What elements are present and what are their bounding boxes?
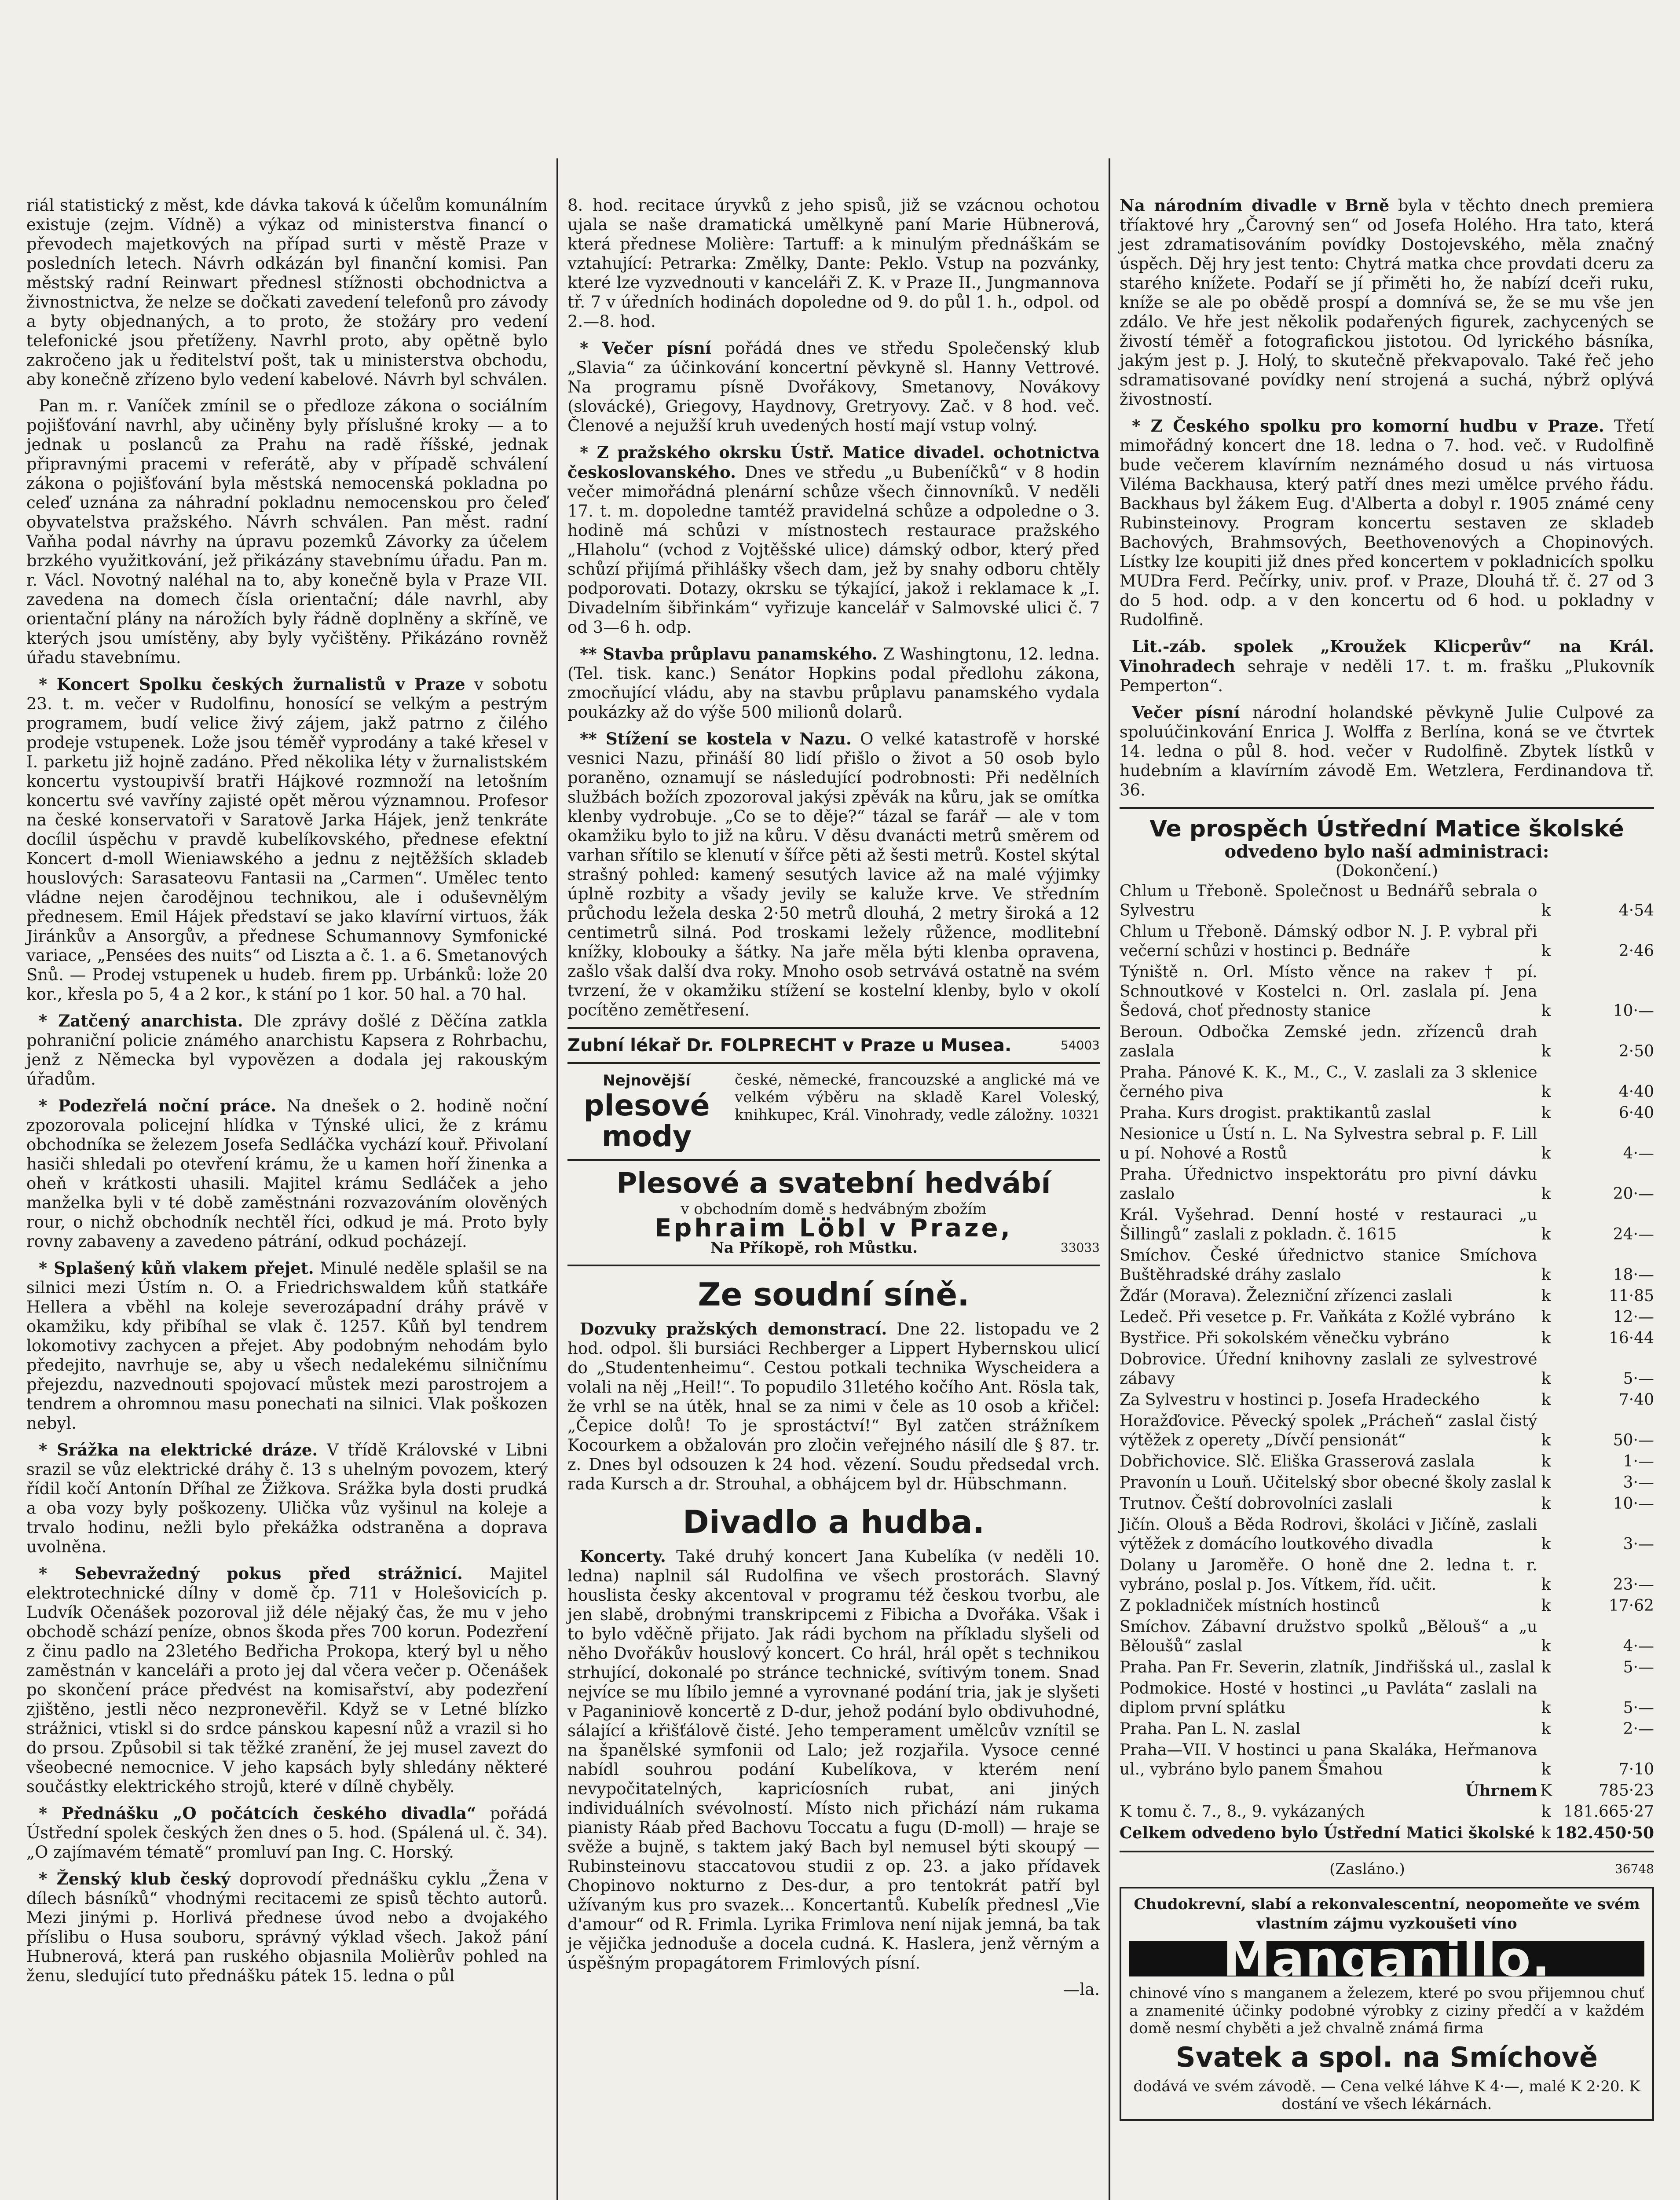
article-text: byla v těchto dnech premiera tříaktové hry „Čarovný sen“ od Josefa Holého. Hra tato, která jest zdramatisováním povídky Dostojevského, měla značný úspěch. Děj hry jest tento: Chytrá matka chce provdati dceru za starého knížete. Podaří se jí přiměti ho, že nabízí dceři ruku, kníže se ale po obědě prospí a domnívá se, že se mu vše jen zdálo. Ve hře jest několik podařených figurek, zachycených se živostí téměř a fotografickou jistotou. Od lyrického básníka, jakým jest p. J. Holý, to skutečně překvapovalo. Také řeč jeho sdramatisované povídky není strojená a suchá, nýbrž oplývá živostností. <box>1120 196 1654 409</box>
left-column <box>26 196 548 1993</box>
ad-lead: Nejnovější <box>603 1072 691 1089</box>
donation-amount: 5·— <box>1623 1370 1654 1388</box>
article-heading: * Přednášku „O počátcích českého divadla“ <box>39 1804 476 1823</box>
donation-amount: 2·— <box>1623 1720 1654 1738</box>
donation-text: Praha. Kurs drogist. praktikantů zaslal <box>1120 1104 1431 1122</box>
donation-row <box>1120 1657 1654 1678</box>
donation-amount: 7·40 <box>1618 1391 1654 1409</box>
currency-mark: k <box>1541 1597 1551 1615</box>
article-heading: * Srážka na elektrické dráze. <box>39 1440 318 1459</box>
donation-text: Za Sylvestru v hostinci p. Josefa Hradeckého <box>1120 1391 1480 1409</box>
donation-row <box>1120 1205 1654 1245</box>
currency-mark: k <box>1541 1002 1551 1020</box>
previous-label: K tomu č. 7., 8., 9. vykázaných <box>1120 1803 1365 1821</box>
donation-text: Dolany u Jaroměře. O honě dne 2. ledna t. r. vybráno, poslal p. Jos. Vítkem, říd. učit. <box>1120 1556 1537 1594</box>
donation-row <box>1120 1062 1654 1103</box>
total-amount: 785·23 <box>1599 1782 1654 1800</box>
donation-row <box>1120 1307 1654 1328</box>
currency-mark: k <box>1541 1083 1551 1101</box>
donation-row <box>1120 1328 1654 1349</box>
donation-amount: 4·54 <box>1618 902 1654 920</box>
ad-intro: Chudokrevní, slabí a rekonvalescentní, neopomeňte ve svém vlastním zájmu vyzkoušeti víno <box>1134 1896 1640 1932</box>
currency-mark: k <box>1541 902 1551 920</box>
currency-mark: k <box>1541 1370 1551 1388</box>
donation-text: Dobrovice. Úřední knihovny zaslali ze sylvestrové zábavy <box>1120 1350 1537 1388</box>
donation-row <box>1120 1286 1654 1307</box>
article-text: Na dnešek o 2. hodině noční zpozorovala policejní hlídka v Týnské ulici, že z krámu obchodníka se železem Josefa Sedláčka vychází kouř. Přivolaní hasiči shledali po otevření krámu, že u kamen hoří žinenka a oheň v krátkosti uhasili. Majitel krámu Sedláček a jeho manželka byli v té době zaměstnáni rozvazováním olověných rour, o nichž obchodník nechtěl říci, odkud je má. Proto byly rovny zabaveny a zavedeno pátrání, odkud pocházejí. <box>26 1096 548 1251</box>
court-section-title: Ze soudní síně. <box>698 1276 970 1313</box>
article-heading: * Splašený kůň vlakem přejet. <box>39 1258 314 1278</box>
ad-text: chinové víno s manganem a železem, které po svou přijemnou chuť a znamenité účinky podobné výrobky z ciziny předčí a v každém domě nesmí chyběti a jež chvalně známá firma <box>1129 1984 1644 2037</box>
currency-mark: k <box>1541 1266 1551 1284</box>
column-rule <box>556 158 558 2200</box>
ball-fashion-ad <box>567 1071 1100 1152</box>
donation-row <box>1120 1595 1654 1617</box>
article-signature: —la. <box>1063 1980 1100 1999</box>
dentist-ad <box>567 1036 1100 1055</box>
total-label: Úhrnem <box>1465 1782 1537 1800</box>
donation-text: Praha. Pan L. N. zaslal <box>1120 1720 1301 1738</box>
donation-text: Jičín. Olouš a Běda Rodrovi, školáci v Jičíně, zaslali výtěžek z domácího loutkového divadla <box>1120 1516 1537 1553</box>
donation-amount: 5·— <box>1623 1658 1654 1676</box>
ad-code: 10321 <box>1060 1107 1100 1122</box>
article-text: Dle zprávy došlé z Děčína zatkla pohraniční policie známého anarchistu Kapsera z Rohrbachu, jenž z Německa byl vypovězen a dodala jej rakouským úřadům. <box>26 1012 548 1089</box>
donation-row <box>1120 1022 1654 1062</box>
donations-subtitle: odvedeno bylo naší administraci: <box>1224 841 1549 862</box>
donations-grand-row: Celkem odvedeno bylo Ústřední Matici školské k 182.450·50 <box>1120 1822 1654 1844</box>
article-paragraph: riál statistický z měst, kde dávka taková k účelům komunálním existuje (zejm. Vídně) a výkaz od ministerstva financí o převodech majetkových na případ surti v městě Praze v posledních letech. Návrh odkázán byl finanční komisi. Pan městský radní Reinwart přednesl stížnosti obchodnictva a živnostnictva, že nelze se dočkati zavedení telefonů pro závody a byty objednaných, a to proto, že stožáry pro vedení telefonické jsou přetíženy. Navrhl proto, aby opětně bylo zakročeno jak u ředitelství pošt, tak u ministerstva obchodu, aby konečně zřízeno bylo vedení kabelové. Návrh byl schválen. <box>26 196 548 389</box>
article-heading: * Z pražského okrsku Ústř. Matice divadel. ochotnictva českoslovanského. <box>567 443 1100 482</box>
article-heading: ** Stavba průplavu panamského. <box>580 644 878 664</box>
donation-amount: 4·40 <box>1618 1083 1654 1101</box>
donation-amount: 6·40 <box>1618 1104 1654 1122</box>
grand-label: Celkem odvedeno bylo Ústřední Matici školské <box>1120 1824 1535 1842</box>
donation-text: Pravonín u Louň. Učitelský sbor obecné školy zaslal <box>1120 1474 1537 1492</box>
donation-amount: 1·— <box>1623 1452 1654 1470</box>
currency-mark: k <box>1541 1431 1551 1449</box>
donation-row <box>1120 1103 1654 1124</box>
donation-amount: 17·62 <box>1608 1597 1654 1615</box>
article-text: Z Washingtonu, 12. ledna. (Tel. tisk. kanc.) Senátor Hopkins podal předlohu zákona, zmocňující vládu, aby na stavbu průplavu panamského vydala poukázky až do výše 500 milionů dolarů. <box>567 645 1100 722</box>
donation-text: Praha. Úřednictvo inspektorátu pro pivní dávku zaslalo <box>1120 1166 1537 1203</box>
article-text: pořádá dnes ve středu Společenský klub „Slavia“ za účinkování koncertní pěvkyně sl. Hanny Vettrové. Na programu písně Dvořákovy, Smetanovy, Novákovy (slovácké), Griegovy, Haydnovy, Gretryovy. Zač. v 8 hod. več. Členové a nejužší kruh uvedených hostí mají vstup volný. <box>567 339 1100 435</box>
donations-total-row: Úhrnem K 785·23 <box>1120 1780 1654 1801</box>
article-heading: * Sebevražedný pokus před strážnicí. <box>39 1564 463 1583</box>
article-text: Dnes ve středu „u Bubeníčků“ v 8 hodin večer mimořádná plenární schůze všech činnovníků. V neděli 17. t. m. dopoledne tamtéž pravidelná schůze a odpoledne o 3. hodině má schůzi v místnostech restaurace pražského „Hlaholu“ (vchod z Vojtěšské ulice) dámský odbor, který před schůzí přijímá přihlášky všech dam, jež by snahy odboru chtěly podporovati. Dotazy, okrsku se týkající, jakož i reklamace k „I. Divadelním šibřinkám“ vyřizuje kancelář v Salmovské ulici č. 7 od 3—6 h. odp. <box>567 463 1100 637</box>
donation-row <box>1120 1740 1654 1780</box>
currency-mark: k <box>1541 1658 1551 1676</box>
article-heading: Dozvuky pražských demonstrací. <box>580 1319 887 1338</box>
silk-ad-firm: Ephraim Löbl v Praze, <box>655 1214 1013 1243</box>
donation-row <box>1120 1451 1654 1472</box>
article-heading: * Večer písní <box>580 338 711 358</box>
donation-row <box>1120 1349 1654 1390</box>
article-text: Také druhý koncert Jana Kubelíka (v neděli 10. ledna) naplnil sál Rudolfina ve všech prostorách. Slavný houslista česky akcentoval v programu též českou tvorbu, ale jen slabě, drobnými transkripcemi z Fibicha a Dvořáka. Však i to bylo vděčně přijato. Jak rádi bychom na příkladu slyšeli od něho Dvořákův houslový koncert. Co hrál, hrál opět s technikou strhující, dokonalé po stránce technické, svítivým tonem. Snad nejvíce se mu líbilo jemné a vyrovnané podání tria, jak je slyšeti v Paganiniově koncertě z D-dur, jehož podání bylo obdivuhodné, sálající a křišťálově čisté. Jeho temperament umělcův vznítil se na španělské symfonii od Lalo; jež rozjařila. Vysoce cenné nabídl souhrou podání Kubelíkova, v kterém není nevypočitatelných, kapricíosních rubat, ani jiných individuálních svévolností. Místo nich přichází nám rukama pianisty Ráab před Bachovu Toccatu a fugu (D-moll) — hraje se svěže a bujně, s taktem jaký Bach byl nemusel býti skoupý — Rubinsteinovu staccatovou studii z op. 23. a jako přídavek Chopinovo nokturno z Des-dur, a pro tentokrát patří byl užívaným kus pro svazek... Koncertantů. Kubelík přednesl „Vie d'amour“ od R. Frimla. Lyrika Frimlova není nijak jemná, ba tak je vějička jednoduše a docela cudná. K. Haslera, jenž věrným a úspěšným propagátorem Frimlových písní. <box>567 1547 1100 1973</box>
article-heading: Lit.-záb. spolek „Kroužek Klicperův“ na Král. Vinohradech <box>1120 637 1654 676</box>
donation-row <box>1120 1555 1654 1595</box>
currency-mark: k <box>1541 1104 1551 1122</box>
currency-mark: k <box>1541 1576 1551 1594</box>
donation-row <box>1120 1164 1654 1205</box>
donation-amount: 7·10 <box>1618 1760 1654 1778</box>
donation-amount: 24·— <box>1613 1225 1654 1243</box>
currency-mark: k <box>1541 1535 1551 1553</box>
article-text: Majitel elektrotechnické dílny v domě čp. 711 v Holešovicích p. Ludvík Očenášek pozoroval již déle nějaký čas, že mu v jeho obchodě schází peníze, obnos škoda přes 700 korun. Podezření z činu padlo na 23letého Bedřicha Prokopa, který byl u něho zaměstnán v kanceláři a proto jej dal včera večer p. Očenášek po skončení práce předvést na komisařství, aby podezření zjištěno, jestli něco nezpronevěřil. Když se v Letné blízko strážnici, vtiskl si do srdce pánskou kapesní nůž a vrazil si ho do prsou. Způsobil si tak těžké zranění, že jej musel zavezt do všeobecné nemocnice. V jeho kapsách byly shledány některé součástky elektrického strojů, které v dílně chyběly. <box>26 1564 548 1796</box>
donation-amount: 5·— <box>1623 1699 1654 1717</box>
article-text: pořádá Ústřední spolek českých žen dnes o 5. hod. (Spálená ul. č. 34). „O zajímavém tématě“ promluví pan Ing. C. Horský. <box>26 1804 548 1862</box>
donation-row <box>1120 1493 1654 1514</box>
currency-mark: k <box>1541 1637 1551 1655</box>
article-text: O velké katastrofě v horské vesnici Nazu, přináší 80 lidí přišlo o život a 50 osob bylo poraněno, oznamují se následující podrobnosti: Při nedělních službách božích zpozoroval jakýsi zpěvák na kůru, jak se omítka klenby vydrobuje. „Co se to děje?“ tázal se farář — ale v tom okamžiku bylo to již na kůru. V děsu dvanácti metrů směrem od varhan sřítilo se klenutí v šířce pěti až šesti metrů. Kostel skýtal strašný pohled: kamený sesutých lavice až na malé výjimky úplně rozbity a všady jevily se kaluže krve. Ve středním průchodu ležela deska 2·50 metrů dlouhá, 2 metry široká a 12 centimetrů silná. Pod troskami ležely růžence, modlitební knížky, klobouky a šátky. Na jaře měla býti klenba opravena, zašlo však další dva roky. Mnoho osob setrvává ostatně na svém tvrzení, že v okamžiku stížení se kostelní klenby, bylo v okolí pocítěno zemětřesení. <box>567 730 1100 1019</box>
donation-amount: 11·85 <box>1608 1287 1654 1305</box>
article-heading: * Z Českého spolku pro komorní hudbu v Praze. <box>1132 416 1604 436</box>
ad-brand: Manganillo. <box>1129 1941 1644 1976</box>
donation-row <box>1120 1390 1654 1411</box>
article-heading: * Podezřelá noční práce. <box>39 1096 277 1115</box>
donation-amount: 20·— <box>1613 1185 1654 1203</box>
donation-row <box>1120 881 1654 921</box>
middle-column <box>567 196 1100 1999</box>
donation-text: Žďár (Morava). Železniční zřízenci zaslali <box>1120 1287 1453 1305</box>
donation-text: Král. Vyšehrad. Denní hosté v restauraci „u Šillingů“ zaslali z pokladn. č. 1615 <box>1120 1206 1537 1243</box>
ad-firm: Svatek a spol. na Smíchově <box>1175 2041 1598 2073</box>
donations-table <box>1120 881 1654 1844</box>
donation-amount: 4·— <box>1623 1637 1654 1655</box>
donation-text: Nesionice u Ústí n. L. Na Sylvestra sebral p. F. Lill u pí. Nohové a Rostů <box>1120 1125 1537 1162</box>
article-text: v sobotu 23. t. m. večer v Rudolfinu, honosící se velkým a pestrým programem, budí velice živý zájem, jakž patrno z čilého prodeje vstupenek. Lože jsou téměř vyprodány a také křesel v I. parketu již hojně zadáno. Před několika léty v žurnalistském koncertu vystoupivší bratři Hájkové rozmnoží na letošním koncertu své vavříny zajisté opět měrou významnou. Profesor na české konservatoři v Saratově Jarka Hájek, jenž tenkráte docílil úspěchu v pravdě kubelíkovského, přednese efektní Koncert d-moll Wieniawského a jednu z nejtěžších skladeb houslových: Sarasateovu Fantasii na „Carmen“. Umělec tento vládne nejen čarodějnou technikou, ale i oduševnělým přednesem. Emil Hájek představí se jako klavírní virtuos, žák Jiránkův a Ansorgův, a přednese Schumannovy Symfonické variace, „Pensées des nuits“ od Liszta a č. 1. a 6. Smetanových Snů. — Prodej vstupenek u hudeb. firem pp. Urbánků: lože 20 kor., křesla po 5, 4 a 2 kor., k stání po 1 kor. 50 hal. a 70 hal. <box>26 675 548 1004</box>
currency-mark: k <box>1541 1699 1551 1717</box>
donation-text: Podmokice. Hosté v hostinci „u Pavláta“ zaslali na diplom první splátku <box>1120 1679 1537 1717</box>
donation-row <box>1120 1617 1654 1657</box>
donation-text: Chlum u Třeboně. Společnost u Bednářů sebrala o Sylvestru <box>1120 882 1537 920</box>
donations-previous-row: K tomu č. 7., 8., 9. vykázaných k 181.665·27 <box>1120 1801 1654 1822</box>
donation-text: Z pokladniček místních hostinců <box>1120 1597 1380 1615</box>
donation-amount: 16·44 <box>1608 1329 1654 1347</box>
currency-mark: k <box>1541 1760 1551 1778</box>
article-text: národní holandské pěvkyně Julie Culpové za spoluúčinkování Enrica J. Wolffa z Berlína, koná se ve čtvrtek 14. ledna o půl 8. hod. večer v Rudolfině. Zbytek lístků v hudebním a klavírním závodě Em. Wetzlera, Ferdinandova tř. 36. <box>1120 703 1654 799</box>
divider <box>567 1265 1100 1266</box>
donation-row <box>1120 1472 1654 1493</box>
article-heading: * Zatčený anarchista. <box>39 1011 243 1030</box>
silk-ad-address: Na Příkopě, roh Můstku. <box>710 1239 918 1257</box>
donation-amount: 10·— <box>1613 1002 1654 1020</box>
article-text: sehraje v neděli 17. t. m. frašku „Plukovník Pemperton“. <box>1120 657 1654 695</box>
currency-mark: k <box>1541 1495 1551 1513</box>
ad-footer: dodává ve svém závodě. — Cena velké láhve K 4·—, malé K 2·20. K dostání ve všech lékárnách. <box>1133 2078 1640 2113</box>
currency-mark: k <box>1541 1185 1551 1203</box>
silk-ad-subtitle: v obchodním domě s hedvábným zbožím <box>681 1200 987 1218</box>
donation-text: Praha. Pánové K. K., M., C., V. zaslali za 3 sklenice černého piva <box>1120 1063 1537 1101</box>
donation-amount: 3·— <box>1623 1474 1654 1492</box>
previous-amount: 181.665·27 <box>1563 1803 1654 1821</box>
article-heading: Večer písní <box>1132 703 1240 722</box>
donation-row <box>1120 1124 1654 1164</box>
donation-amount: 18·— <box>1613 1266 1654 1284</box>
ad-text: české, německé, francouzské a anglické má ve velkém výběru na skladě Karel Voleský, knihkupec, Král. Vinohrady, vedle záložny. <box>735 1071 1100 1124</box>
currency-mark: k <box>1541 1287 1551 1305</box>
donation-text: Horažďovice. Pěvecký spolek „Prácheň“ zaslal čistý výtěžek z operety „Dívčí pensionát“ <box>1120 1412 1537 1449</box>
sent-in-label: (Zasláno.) <box>1329 1860 1405 1878</box>
donation-row <box>1120 1719 1654 1740</box>
donation-text: Ledeč. Při vesetce p. Fr. Vaňkáta z Kožlé vybráno <box>1120 1308 1515 1326</box>
donation-amount: 2·46 <box>1618 942 1654 960</box>
column-rule <box>1109 158 1110 2200</box>
donation-amount: 23·— <box>1613 1576 1654 1594</box>
donation-amount: 10·— <box>1613 1495 1654 1513</box>
article-paragraph: 8. hod. recitace úryvků z jeho spisů, již se vzácnou ochotou ujala se naše dramatická umělkyně paní Marie Hübnerová, která přednese Molière: Tartuff: a k minulým přednáškám se vztahující: Petrarka: Změlky, Dante: Peklo. Vstup na pozvánky, které lze vyzvednouti v kanceláři Z. K. v Praze II., Jungmannova tř. 7 v úředních hodinách dopoledne od 9. do půl 1. h., odpol. od 2.—8. hod. <box>567 196 1100 331</box>
donation-text: Trutnov. Čeští dobrovolníci zaslali <box>1120 1495 1393 1513</box>
divider <box>567 1062 1100 1064</box>
donation-row <box>1120 1411 1654 1451</box>
currency-mark: k <box>1541 1144 1551 1162</box>
currency-mark: k <box>1541 1225 1551 1243</box>
article-text: Dne 22. listopadu ve 2 hod. odpol. šli bursiáci Rechberger a Lippert Hybernskou ulicí do „Studentenheimu“. Cestou potkali technika Wyscheidera a volali na něj „Heil!“. To popudilo 31letého kočího Ant. Rösla tak, že vrhl se na útěk, hnal se za nimi v čele as 10 osob a křičel: „Čepice dolů! To je sprostáctví!“ Byl zatčen strážníkem Kocourkem a obžalován pro zločin veřejného násilí dle § 87. tr. z. Dnes byl odsouzen k 24 hod. vězení. Soudu předsedal vrch. rada Kursch a dr. Strouhal, a obhájcem byl dr. Hübschmann. <box>567 1320 1100 1493</box>
article-text: doprovodí přednášku cyklu „Žena v dílech básníků“ vhodnými recitacemi ze spisů těchto autorů. Mezi jinými p. Horlivá přednese úvod nebo a dvojakého příslibu o Husa souboru, správný výklad všech. Jakož pání Hubnerová, která pan ruského objasnila Molièrův pohled na ženu, sledující tuto přednášku pátek 15. ledna o půl <box>26 1870 548 1985</box>
dentist-ad-name: Zubní lékař Dr. FOLPRECHT v Praze u Musea. <box>567 1035 1012 1056</box>
currency-mark: k <box>1541 1474 1551 1492</box>
divider <box>1120 1851 1654 1852</box>
article-text: Minulé neděle splašil se na silnici mezi Ústím n. O. a Friedrichswaldem kůň statkáře Hellera a vběhl na koleje severozápadní dráhy právě v okamžiku, kdy přibíhal se vlak č. 1257. Kůň byl tendrem lokomotivy zachycen a přejet. Aby podobným nehodám bylo předejito, navrhuje se, aby u všech nedalekému silničnímu přejezdu, nazvednouti spojovací můstek mezi parostrojem a tendrem a ohromnou masu ponechati na silnici. Vlak poškozen nebyl. <box>26 1259 548 1433</box>
donation-row <box>1120 921 1654 962</box>
currency-mark: k <box>1541 1391 1551 1409</box>
donation-text: Praha—VII. V hostinci u pana Skaláka, Heřmanova ul., vybráno bylo panem Šmahou <box>1120 1741 1537 1778</box>
donations-continued: (Dokončení.) <box>1336 862 1438 880</box>
donation-amount: 2·50 <box>1618 1042 1654 1060</box>
ad-headline: plesové mody <box>583 1089 710 1152</box>
article-heading: ** Stížení se kostela v Nazu. <box>580 729 852 748</box>
currency-mark: k <box>1541 1329 1551 1347</box>
currency-mark: k <box>1541 942 1551 960</box>
article-text: Třetí mimořádný koncert dne 18. ledna o 7. hod. več. v Rudolfině bude večerem klavírním neznámého dosud u nás virtuosa Viléma Backhausa, který patří dnes mezi umělce prvého řádu. Backhaus byl žákem Eug. d'Alberta a dobyl r. 1905 známé ceny Rubinsteinovy. Program koncertu sestaven ze skladeb Bachových, Brahmsových, Beethovenových a Chopinových. Lístky lze koupiti již dnes před koncertem v pokladnicích spolku MUDra Ferd. Pečírky, univ. prof. v Praze, Dlouhá tř. č. 27 od 3 do 5 hod. odp. a v den koncertu od 6 hod. u pokladny v Rudolfině. <box>1120 417 1654 629</box>
donation-row <box>1120 1678 1654 1719</box>
grand-amount: 182.450·50 <box>1555 1824 1654 1842</box>
ad-code: 33033 <box>1060 1240 1100 1255</box>
donation-row <box>1120 1514 1654 1555</box>
donation-row <box>1120 962 1654 1022</box>
divider <box>567 1027 1100 1029</box>
ad-code: 54003 <box>1060 1038 1100 1052</box>
divider <box>1120 807 1654 809</box>
ad-code: 36748 <box>1614 1862 1654 1876</box>
article-text: V třídě Královské v Libni srazil se vůz elektrické dráhy č. 13 s uhelným povozem, který řídil kočí Antonín Dříhal ze Žižkova. Srážka byla dosti prudká a oba vozy byly poškozeny. Ulička vůz vyšinul na koleje a trvalo hodinu, nežli bylo překážka odstraněna a doprava uvolněna. <box>26 1441 548 1556</box>
donation-text: Smíchov. České úřednictvo stanice Smíchova Buštěhradské dráhy zaslalo <box>1120 1247 1537 1284</box>
donation-text: Chlum u Třeboně. Dámský odbor N. J. P. vybral při večerní schůzi v hostinci p. Bednáře <box>1120 923 1537 960</box>
article-heading: * Ženský klub český <box>39 1869 231 1888</box>
donation-text: Smíchov. Zábavní družstvo spolků „Bělouš“ a „u Běloušů“ zaslal <box>1120 1618 1537 1655</box>
donation-text: Praha. Pan Fr. Severin, zlatník, Jindřišská ul., zaslal <box>1120 1658 1535 1676</box>
donation-text: Týniště n. Orl. Místo věnce na rakev † pí. Schnoutkové v Kostelci n. Orl. zaslala pí. Jena Šedová, choť přednosty stanice <box>1120 963 1537 1020</box>
currency-mark: k <box>1541 1720 1551 1738</box>
currency-mark: k <box>1541 1308 1551 1326</box>
article-heading: Koncerty. <box>580 1547 666 1566</box>
silk-ad-title: Plesové a svatební hedvábí <box>616 1167 1051 1200</box>
theatre-music-section-title: Divadlo a hudba. <box>683 1503 985 1540</box>
currency-mark: k <box>1541 1042 1551 1060</box>
newspaper-page <box>18 26 1663 2200</box>
donation-row <box>1120 1245 1654 1286</box>
donation-amount: 4·— <box>1623 1144 1654 1162</box>
article-heading: Na národním divadle v Brně <box>1120 196 1390 215</box>
right-column <box>1120 196 1654 2129</box>
donation-text: Beroun. Odbočka Zemské jedn. zřízenců drah zaslala <box>1120 1023 1537 1060</box>
donations-title: Ve prospěch Ústřední Matice školské <box>1149 816 1624 842</box>
donation-amount: 50·— <box>1613 1431 1654 1449</box>
divider <box>567 1159 1100 1161</box>
donation-text: Dobřichovice. Slč. Eliška Grasserová zaslala <box>1120 1452 1475 1470</box>
article-heading: * Koncert Spolku českých žurnalistů v Praze <box>39 675 465 694</box>
donation-amount: 12·— <box>1613 1308 1654 1326</box>
manganillo-ad <box>1120 1887 1654 2121</box>
donation-text: Bystřice. Při sokolském věnečku vybráno <box>1120 1329 1449 1347</box>
article-paragraph: Pan m. r. Vaníček zmínil se o předloze zákona o sociálním pojišťování navrhl, aby učiněny byly příslušné kroky — a to jednak u poslanců za Prahu na radě říšské, jednak připravnými pracemi v referátě, aby v případě schválení zákona o pojišťování byla městská nemocenská pokladna po celeď uznána za náhradní pokladnu nemocenskou pro čeleď obyvatelstva pražského. Návrh schválen. Pan měst. radní Vaňha podal návrhy na úpravu pozemků Závorky za účelem brzkého využitkování, jež přikázány stavebnímu úřadu. Pan m. r. Václ. Novotný naléhal na to, aby konečně byla v Praze VII. zavedena na domech čísla orientační; dále navrhl, aby orientační plány na nárožích byly řádně doplněny a skříně, ve kterých jsou umístěny, aby byly vyčištěny. Přikázáno rovněž úřadu stavebnímu. <box>26 396 548 667</box>
currency-mark: k <box>1541 1452 1551 1470</box>
donation-amount: 3·— <box>1623 1535 1654 1553</box>
